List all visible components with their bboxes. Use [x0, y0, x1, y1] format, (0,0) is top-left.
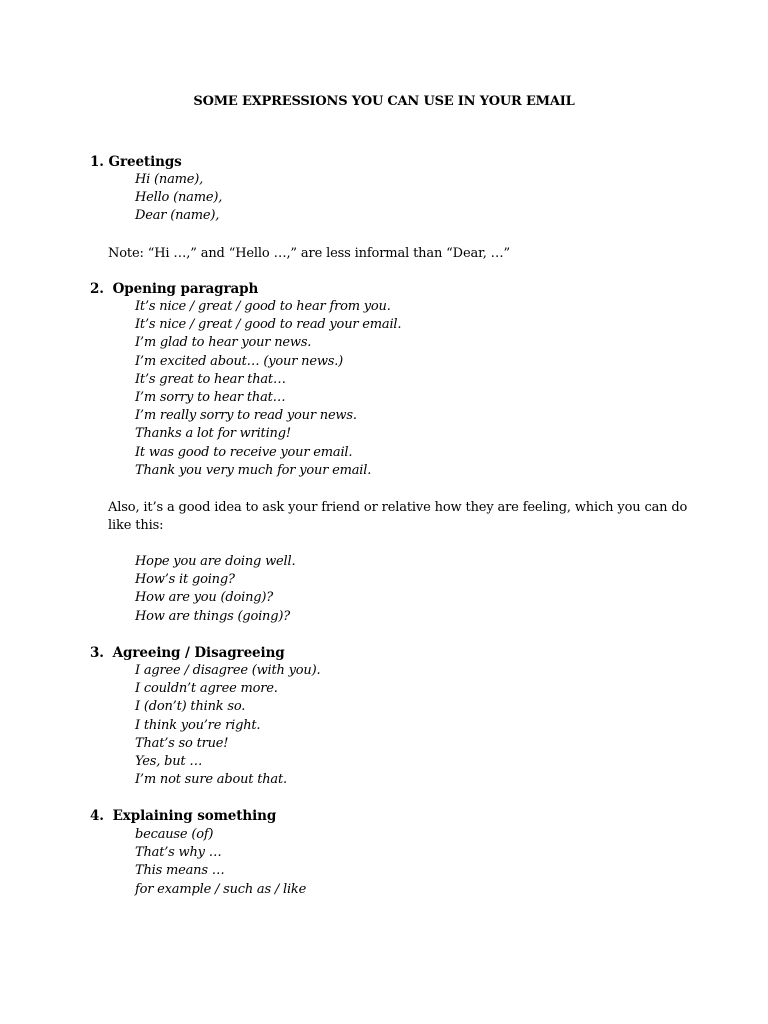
- list-item: I couldn’t agree more.: [135, 681, 278, 697]
- agreeing-list: [135, 662, 320, 789]
- list-item: How’s it going?: [135, 572, 235, 588]
- list-item: It’s great to hear that…: [135, 371, 286, 387]
- list-item: I’m not sure about that.: [135, 772, 287, 788]
- list-item: This means …: [135, 863, 225, 879]
- list-item: Thanks a lot for writing!: [135, 426, 291, 442]
- list-item: Dear (name),: [135, 208, 220, 224]
- section-explaining-heading: [90, 808, 276, 824]
- section-number: 4.: [90, 808, 104, 824]
- section-title: Greetings: [108, 154, 182, 170]
- list-item: That’s so true!: [135, 735, 229, 751]
- list-item: I’m glad to hear your news.: [135, 335, 312, 351]
- section-number: 3.: [90, 645, 104, 661]
- list-item: I think you’re right.: [135, 717, 261, 733]
- list-item: for example / such as / like: [135, 881, 307, 897]
- section-number: 2.: [90, 281, 104, 297]
- list-item: It was good to receive your email.: [135, 444, 353, 460]
- list-item: Yes, but …: [135, 753, 203, 769]
- section-title: Explaining something: [112, 808, 277, 824]
- list-item: Hello (name),: [135, 190, 223, 206]
- list-item: How are you (doing)?: [135, 590, 274, 606]
- list-item: That’s why …: [135, 845, 222, 861]
- wellbeing-list: [135, 553, 295, 626]
- list-item: I’m sorry to hear that…: [135, 389, 286, 405]
- list-item: I’m excited about… (your news.): [135, 353, 344, 369]
- opening-list: [135, 298, 401, 480]
- section-number: 1.: [90, 154, 104, 170]
- document-title: SOME EXPRESSIONS YOU CAN USE IN YOUR EMAIL: [193, 94, 575, 109]
- list-item: Thank you very much for your email.: [135, 462, 372, 478]
- section-agreeing-heading: [90, 645, 285, 661]
- list-item: I’m really sorry to read your news.: [135, 408, 357, 424]
- list-item: Hope you are doing well.: [135, 554, 296, 569]
- section-opening-heading: [90, 281, 258, 297]
- greetings-list: [135, 171, 222, 226]
- section-title: Agreeing / Disagreeing: [112, 645, 285, 661]
- list-item: How are things (going)?: [135, 608, 290, 624]
- list-item: It’s nice / great / good to read your email.: [135, 317, 402, 333]
- greetings-note: Note: “Hi …,” and “Hello …,” are less informal than “Dear, …”: [108, 246, 511, 261]
- explaining-list: [135, 826, 306, 899]
- list-item: I agree / disagree (with you).: [135, 663, 321, 678]
- section-title: Opening paragraph: [112, 281, 259, 297]
- also-paragraph: Also, it’s a good idea to ask your friend or relative how they are feeling, which you can do like this:: [108, 500, 688, 534]
- list-item: Hi (name),: [135, 172, 204, 187]
- list-item: because (of): [135, 827, 214, 842]
- section-greetings-heading: [90, 154, 182, 170]
- list-item: It’s nice / great / good to hear from you.: [135, 299, 391, 314]
- list-item: I (don’t) think so.: [135, 699, 246, 715]
